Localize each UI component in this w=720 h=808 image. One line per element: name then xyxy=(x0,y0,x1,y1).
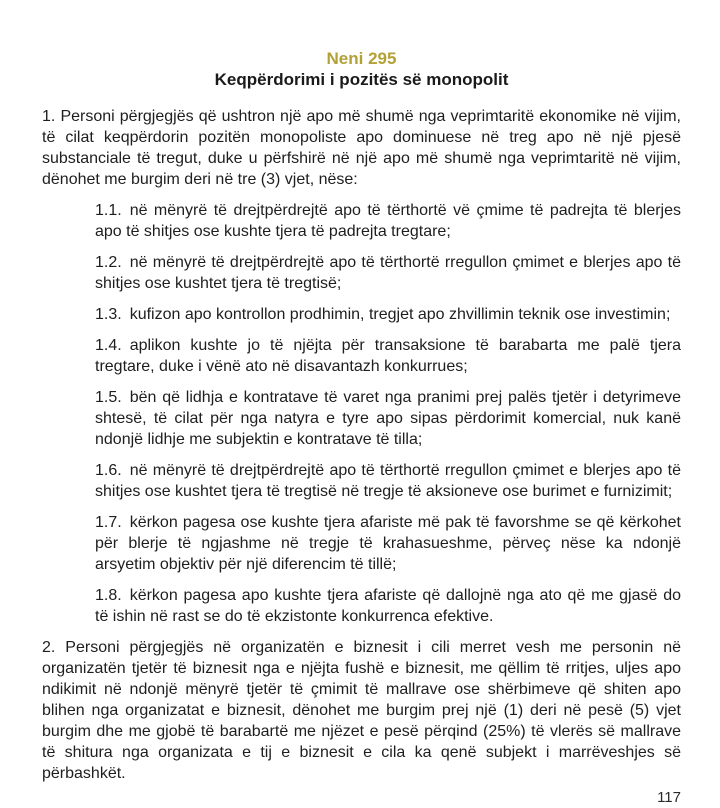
page-number: 117 xyxy=(657,789,681,806)
sub-item-1-2 xyxy=(95,252,681,294)
sub-item-1-5 xyxy=(95,387,681,450)
article-number-heading: Neni 295 xyxy=(326,49,397,68)
sub-item-1-1 xyxy=(95,200,681,242)
sub-item-text: kërkon pagesa ose kushte tjera afariste më pak të favorshme se që kërkohet për blerje të ngjashme në tregje të krahasueshme, përveç nëse ka ndonjë arsyetim objektiv për një diferencim të tillë; xyxy=(95,514,681,573)
sub-item-text: bën që lidhja e kontratave të varet nga pranimi prej palës tjetër i detyrimeve shtesë, të cilat për nga natyra e tyre apo sipas përdorimit komercial, nuk kanë ndonjë lidhje me subjektin e kontratave të tilla; xyxy=(95,389,681,448)
sub-item-text: në mënyrë të drejtpërdrejtë apo të tërthortë rregullon çmimet e blerjes apo të shitjes ose kushtet tjera të tregtisë në tregje të aksioneve ose burimet e furnizimit; xyxy=(95,462,681,500)
sub-item-number: 1.4. xyxy=(95,337,122,354)
sub-item-number: 1.1. xyxy=(95,202,122,219)
sub-item-number: 1.2. xyxy=(95,254,122,271)
article-title-heading: Keqpërdorimi i pozitës së monopolit xyxy=(214,70,509,89)
sub-item-text: në mënyrë të drejtpërdrejtë apo të tërthortë rregullon çmimet e blerjes apo të shitjes ose kushtet tjera të tregtisë; xyxy=(95,254,681,292)
sub-item-1-3 xyxy=(95,304,681,325)
sub-item-text: kërkon pagesa apo kushte tjera afariste që dallojnë nga ato që me gjasë do të ishin në rast se do të ekzistonte konkurrenca efektive. xyxy=(95,587,681,625)
sub-item-1-7 xyxy=(95,512,681,575)
sub-item-text: kufizon apo kontrollon prodhimin, tregjet apo zhvillimin teknik ose investimin; xyxy=(129,306,671,323)
sub-item-number: 1.5. xyxy=(95,389,122,406)
paragraph-1: 1. Personi përgjegjës që ushtron një apo më shumë nga veprimtaritë ekonomike në vijim, të cilat keqpërdorin pozitën monopoliste apo dominuese në treg apo në një pjesë substanciale të tregut, duke u përfshirë në një apo më shumë nga veprimtaritë në vijim, dënohet me burgim deri në tre (3) vjet, nëse: xyxy=(42,108,681,188)
paragraph-2: 2. Personi përgjegjës në organizatën e biznesit i cili merret vesh me personin në organizatën tjetër të biznesit nga e njëjta fushë e biznesit, me qëllim të rritjes, uljes apo ndikimit në ndonjë mënyrë tjetër të çmimit të mallrave ose shërbimeve që shiten apo blihen nga organizatat e biznesit, dënohet me burgim prej një (1) deri në pesë (5) vjet burgim dhe me gjobë të barabartë me njëzet e pesë përqind (25%) të vlerës së mallrave të shitura nga organizata e tij e biznesit e cila ka qenë subjekt i marrëveshjes së përbashkët. xyxy=(42,639,681,782)
sub-item-number: 1.6. xyxy=(95,462,122,479)
sub-item-number: 1.8. xyxy=(95,587,122,604)
sub-item-1-4 xyxy=(95,335,681,377)
sub-item-1-8 xyxy=(95,585,681,627)
sub-item-number: 1.7. xyxy=(95,514,122,531)
sub-item-text: aplikon kushte jo të njëjta për transaksione të barabarta me palë tjera tregtare, duke i vënë ato në disavantazh konkurrues; xyxy=(95,337,681,375)
sub-item-1-6 xyxy=(95,460,681,502)
sub-item-text: në mënyrë të drejtpërdrejtë apo të tërthortë vë çmime të padrejta të blerjes apo të shitjes ose kushte tjera të padrejta tregtare; xyxy=(95,202,681,240)
sub-item-number: 1.3. xyxy=(95,306,122,323)
